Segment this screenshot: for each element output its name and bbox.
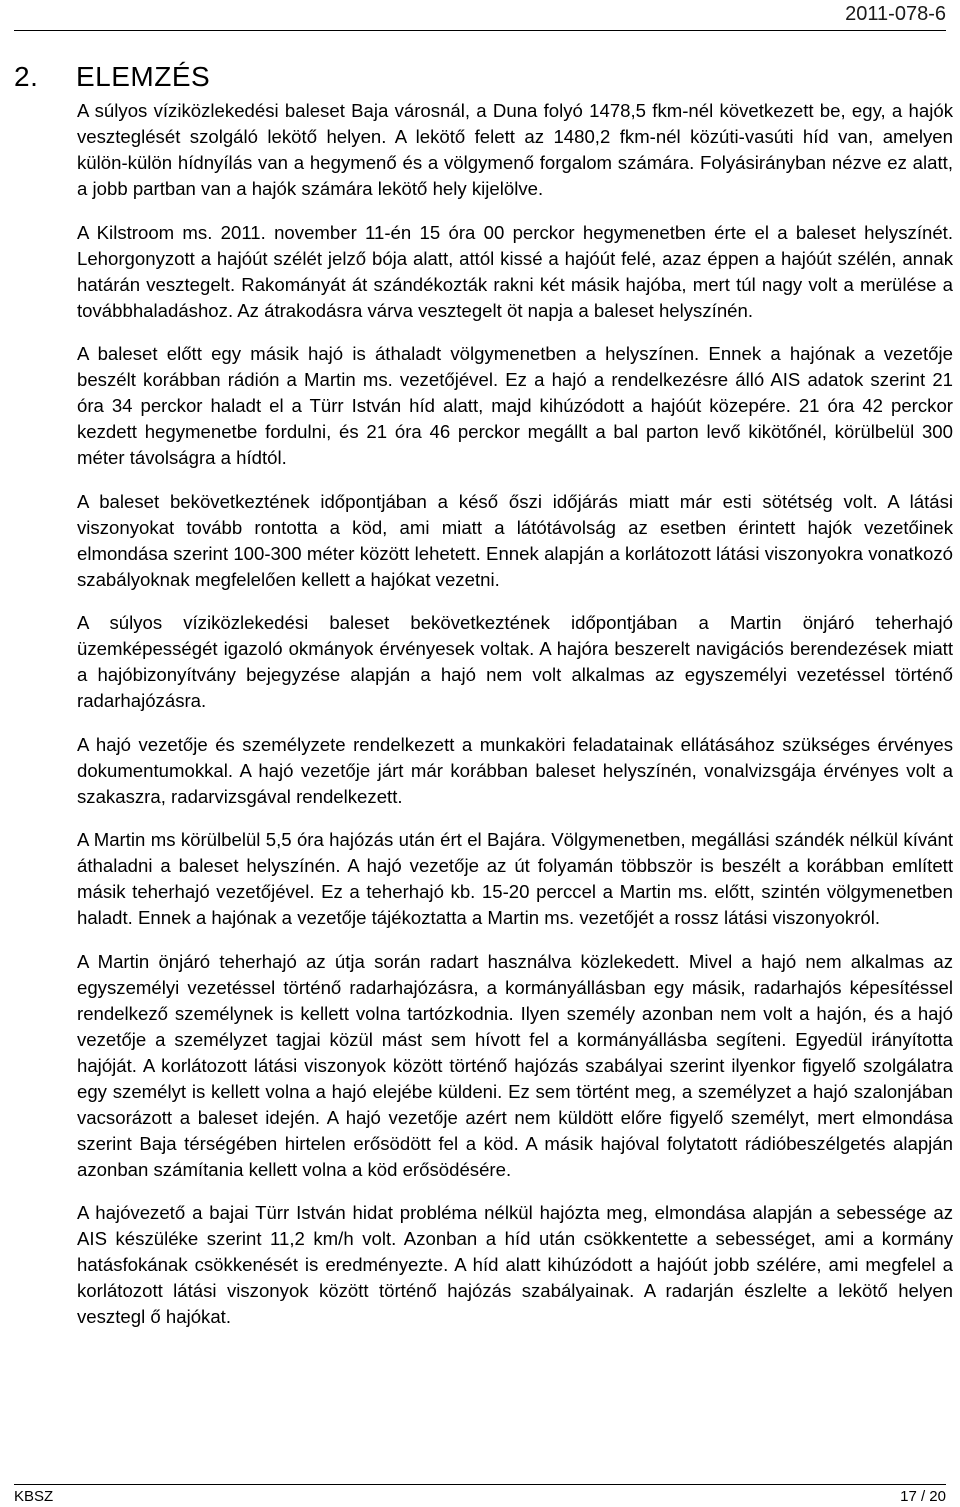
header-divider [14,30,946,31]
paragraph: A baleset előtt egy másik hajó is áthaladt völgymenetben a helyszínen. Ennek a hajónak a vezetője beszélt korábban rádión a Martin ms. vezetőjével. Ez a hajó a rendelkezésre álló AIS adatok szerint 21 óra 34 perckor haladt el a Türr István híd alatt, majd kihúzódott a hajóút közepére. 21 óra 42 perckor kezdett hegymenetbe fordulni, és 21 óra 46 perckor megállt a bal parton levő kikötőnél, körülbelül 300 méter távolságra a hídtól. [77,343,953,468]
paragraph: A baleset bekövetkeztének időpontjában a késő őszi időjárás miatt már esti sötétség volt. A látási viszonyokat tovább rontotta a köd, ami miatt a látótávolság az esetben érintett hajók vezetőinek elmondása szerint 100-300 méter között lehetett. Ennek alapján a korlátozott látási viszonyokra vonatkozó szabályoknak megfelelően kellett a hajókat vezetni. [77,490,953,590]
section-title: ELEMZÉS [76,61,211,92]
paragraph: A súlyos víziközlekedési baleset bekövetkeztének időpontjában a Martin önjáró teherhajó üzemképességét igazoló okmányok érvényesek voltak. A hajóra beszerelt navigációs berendezések miatt a hajóbizonyítvány bejegyzése alapján a hajó nem volt alkalmas az egyszemélyi vezetéssel történő radarhajózásra. [77,612,953,711]
paragraph: A Martin ms körülbelül 5,5 óra hajózás után ért el Bajára. Völgymenetben, megállási szándék nélkül kívánt áthaladni a baleset helyszínén. A hajó vezetője az út folyamán többször is beszélt a korábban említett másik teherhajó vezetőjével. Ez a teherhajó kb. 15-20 perccel a Martin ms. előtt, szintén völgymenetben haladt. Ennek a hajónak a vezetője tájékoztatta a Martin ms. vezetőjét a rossz látási viszonyokról. [77,829,953,928]
section-number: 2. [14,61,39,92]
section-heading [14,60,210,94]
footer-divider [14,1484,946,1485]
document-body [77,98,953,1348]
paragraph: A hajóvezető a bajai Türr István hidat probléma nélkül hajózta meg, elmondása alapján a sebessége az AIS készüléke szerint 11,2 km/h volt. Azonban a híd után csökkentette a sebességet, ami a kormány hatásfokának csökkenését is eredményezte. A híd alatt kihúzódott a hajóút jobb szélére, ami megfelel a korlátozott látási viszonyok között történő hajózás szabályainak. A radarján észlelte a lekötő helyen vesztegl ő hajókat. [77,1202,953,1327]
document-id: 2011-078-6 [845,3,946,25]
paragraph: A Kilstroom ms. 2011. november 11-én 15 óra 00 perckor hegymenetben érte el a baleset helyszínét. Lehorgonyzott a hajóút szélét jelző bója alatt, attól kissé a hajóút felé, azaz éppen a hajóút szélén, annak határán vesztegelt. Rakományát át szándékozták rakni két másik hajóba, mert túl nagy volt a merülése a továbbhaladáshoz. Az átrakodásra várva vesztegelt öt napja a baleset helyszínén. [77,221,953,321]
paragraph: A súlyos víziközlekedési baleset Baja városnál, a Duna folyó 1478,5 fkm-nél következett be, egy, a hajók veszteglését szolgáló lekötő helyen. A lekötő felett az 1480,2 fkm-nél közúti-vasúti híd van, amelyen külön-külön hídnyílás van a hegymenő és a völgymenő forgalom számára. Folyásirányban nézve ez alatt, a jobb partban van a hajók számára lekötő hely kijelölve. [77,100,953,199]
paragraph: A Martin önjáró teherhajó az útja során radart használva közlekedett. Mivel a hajó nem alkalmas az egyszemélyi vezetéssel történő radarhajózásra, a kormányállásban egy másik, radarhajós képesítéssel rendelkező személynek is kellett volna tartózkodnia. Ilyen személy azonban nem volt a hajón, és a hajó vezetője a személyzet tagjai közül mást sem hívott fel a kormányállásba segíteni. Egyedül irányította hajóját. A korlátozott látási viszonyok között történő hajózás szabályai szerint ilyenkor figyelő szolgálatra egy személyt is kellett volna a hajó elejébe küldeni. Ez sem történt meg, a személyzet a hajó szalonjában vacsorázott a baleset idején. A hajó vezetője azért nem küldött előre figyelő személyt, mert elmondása szerint Baja térségében hirtelen erősödött fel a köd. A másik hajóval folytatott rádióbeszélgetés alapján azonban számítania kellett volna a köd erősödésére. [77,950,953,1180]
footer-org: KBSZ [14,1488,54,1505]
paragraph: A hajó vezetője és személyzete rendelkezett a munkaköri feladatainak ellátásához szükséges érvényes dokumentumokkal. A hajó vezetője járt már korábban baleset helyszínén, vonalvizsgája érvényes volt a szakaszra, radarvizsgával rendelkezett. [77,733,953,807]
page-number: 17 / 20 [900,1488,946,1505]
